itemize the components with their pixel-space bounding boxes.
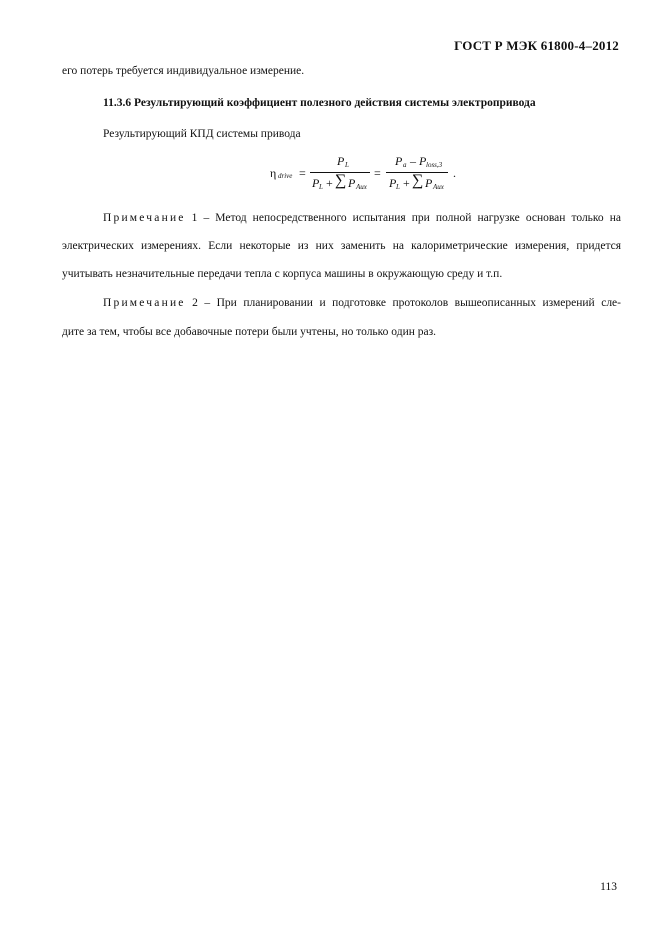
document-id: ГОСТ Р МЭК 61800-4–2012 (454, 38, 619, 53)
aux-2-p: P (425, 176, 433, 190)
formula-period: . (453, 166, 456, 180)
note-1-text-1: 1 – Метод непосредственного испытания при полной нагрузке основан только на (191, 212, 621, 224)
numerator-1-p: P (337, 154, 345, 168)
aux-1-p: P (348, 176, 356, 190)
efficiency-formula (270, 152, 480, 196)
section-heading: 11.3.6 Результирующий коэффициент полезного действия системы электропривода (103, 97, 536, 109)
plus-sign-2: + (403, 176, 410, 190)
note-1-label: Примечание (103, 212, 186, 224)
denominator-1-p: P (312, 176, 320, 190)
denominator-2-sub: L (396, 183, 400, 191)
equals-sign-1: = (299, 166, 306, 180)
eta-subscript: drive (278, 172, 293, 180)
equals-sign-2: = (374, 166, 381, 180)
aux-2-sub: Aux (433, 183, 444, 191)
page-number: 113 (600, 881, 617, 893)
plus-sign-1: + (326, 176, 333, 190)
denominator-2-p: P (389, 176, 397, 190)
denominator-1-sub: L (319, 183, 323, 191)
sigma-symbol-1: ∑ (335, 172, 347, 189)
loss-subscript: loss,3 (426, 161, 443, 169)
minus-sign: – (410, 154, 416, 168)
note-2-label: Примечание (103, 297, 186, 309)
intro-text: Результирующий КПД системы привода (103, 128, 301, 140)
note-2-text-1: 2 – При планировании и подготовке протоколов вышеописанных измерений сле- (192, 297, 621, 309)
note-2-first-line (103, 296, 621, 310)
numerator-1-sub: L (345, 161, 349, 169)
sigma-symbol-2: ∑ (412, 172, 424, 189)
aux-1-sub: Aux (356, 183, 367, 191)
note-1-text-3: учитывать незначительные передачи тепла с корпуса машины в окружающую среду и т.п. (62, 268, 503, 280)
numerator-2-p: P (395, 154, 403, 168)
loss-p: P (419, 154, 427, 168)
eta-symbol: η (270, 166, 277, 180)
numerator-2-sub: a (403, 161, 407, 169)
continued-text-line: его потерь требуется индивидуальное измерение. (62, 65, 305, 77)
note-2-text-2: дите за тем, чтобы все добавочные потери были учтены, но только один раз. (62, 326, 437, 338)
note-1-text-2: электрических измерениях. Если некоторые из них заменить на калориметрические измерения, придется (62, 240, 621, 252)
note-1-first-line (103, 211, 621, 225)
